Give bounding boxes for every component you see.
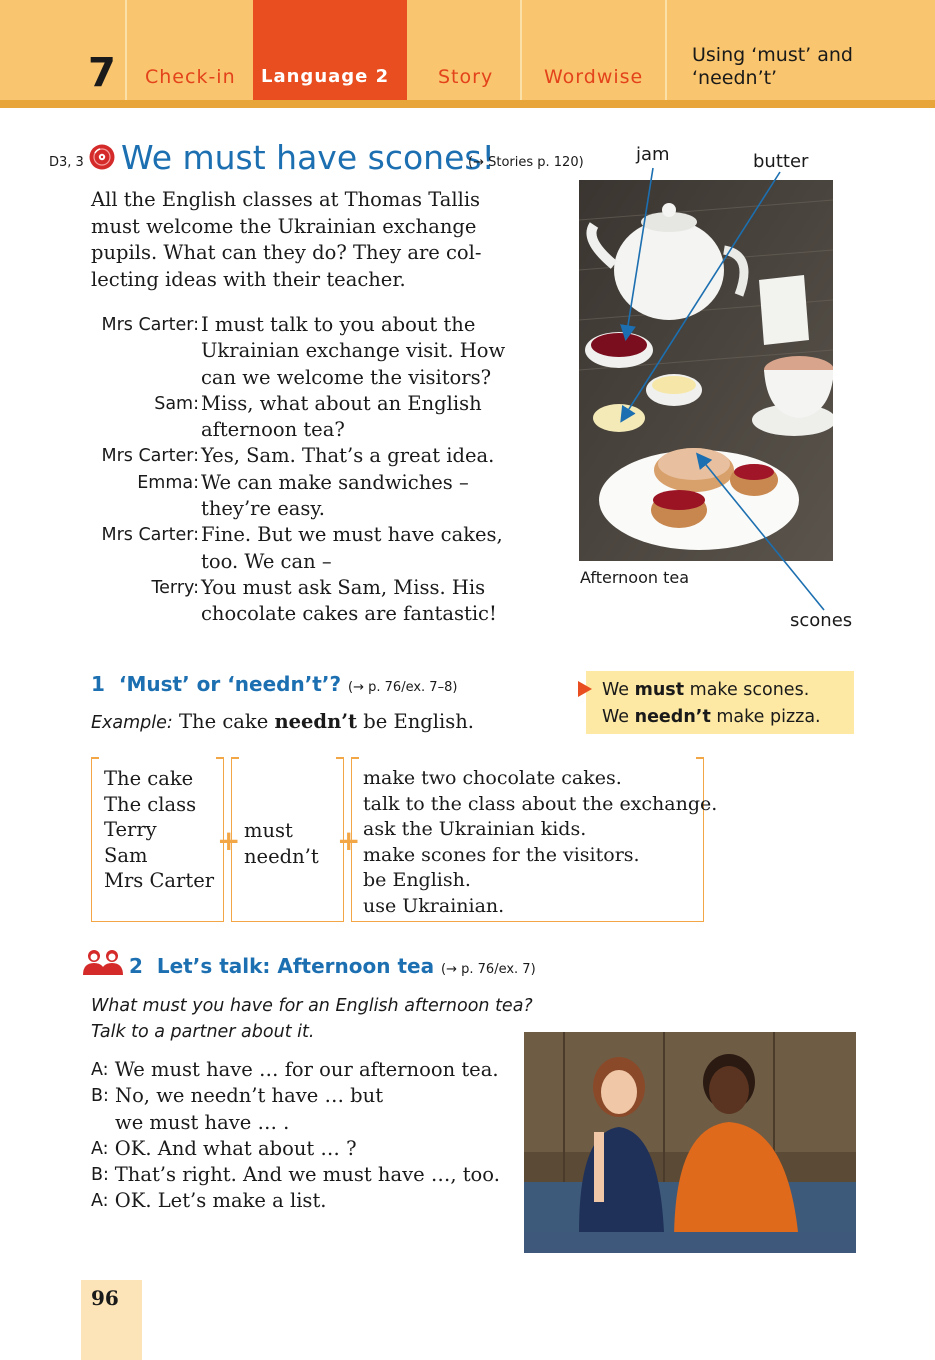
ending-item: make two chocolate cakes. [363,767,622,789]
ending-item: talk to the class about the exchange. [363,792,718,815]
speaker-name: Terry: [151,577,199,598]
speech-text: That’s right. And we must have …, too. [114,1163,500,1187]
example-bold: needn’t [274,710,358,733]
model-dialogue [91,1057,511,1215]
modal-item: must [244,819,293,842]
speaker-name: A: [91,1138,109,1159]
speaker-name: B: [91,1086,109,1107]
pair-work-icon [81,948,125,976]
tip-line: We needn’t make pizza. [602,707,821,727]
page-number: 96 [91,1286,119,1310]
two-girls-photo [524,1032,856,1253]
subject-item: Terry [104,818,157,842]
exercise-number: 1 [91,672,105,696]
example-text: The cake [172,710,275,733]
audio-track-code: D3, 3 [49,155,84,170]
example-sentence [91,710,474,733]
exercise-reference: (→ p. 76/ex. 7) [441,962,536,977]
speech-text: No, we needn’t have … but we must have … . [115,1084,384,1134]
ending-item: ask the Ukrainian kids. [363,818,587,841]
ending-item: be English. [363,869,471,892]
example-label: Example: [91,713,173,733]
speaker-name: Emma: [137,472,199,493]
exercise-number: 2 [129,954,143,978]
stories-reference: (→ Stories p. 120) [468,155,584,170]
instruction-line: What must you have for an English afternoon tea? [91,996,533,1016]
speaker-name: A: [91,1191,109,1212]
exercise-2-title [129,954,536,978]
example-text: be English. [357,710,474,733]
subject-item: Mrs Carter [104,869,215,893]
arrow-scones [698,455,824,610]
tip-line: We must make scones. [602,680,810,700]
speaker-name: B: [91,1165,109,1186]
dialogue-line [91,1083,511,1136]
instruction-line: Talk to a partner about it. [91,1022,315,1042]
chapter-number: 7 [88,50,116,96]
speech-text: Miss, what about an English afternoon tea? [201,391,482,442]
speaker-name: Sam: [154,393,199,414]
exercise-1-title [91,672,457,696]
tab-check-in[interactable]: Check-in [145,66,236,88]
speaker-name: Mrs Carter: [101,525,199,546]
speaker-name: Mrs Carter: [101,315,199,335]
tab-story[interactable]: Story [438,66,494,88]
speech-text: We must have … for our afternoon tea. [114,1058,499,1081]
plus-icon: + [337,824,361,857]
tip-arrow-icon [578,681,592,697]
subject-item: The class [104,792,197,816]
label-butter: butter [753,151,809,172]
speech-text: OK. And what about … ? [114,1136,357,1160]
subjects-column [104,766,214,894]
photo-caption: Afternoon tea [580,568,690,587]
dialogue-line [91,1188,511,1214]
exercise-heading: ‘Must’ or ‘needn’t’? [118,672,342,696]
modal-item: needn’t [244,844,319,868]
dialogue-line [91,1057,511,1083]
grammar-tip [602,677,821,731]
speech-text: Yes, Sam. That’s a great idea. [201,444,495,468]
dialogue-line [91,1136,511,1162]
tab-wordwise[interactable]: Wordwise [544,66,644,88]
endings-column [363,766,717,920]
speech-text: OK. Let’s make a list. [114,1189,327,1213]
intro-paragraph: All the English classes at Thomas Tallis must welcome the Ukrainian exchange pupils. What can they do? They are collecting ideas with their teacher. [91,188,482,291]
arrow-jam [626,168,653,338]
subject-item: Sam [104,843,148,867]
subject-item: The cake [104,767,194,790]
exercise-reference: (→ p. 76/ex. 7–8) [348,680,458,695]
dialogue-line [91,1162,511,1188]
exercise-instruction [91,993,533,1045]
label-jam: jam [636,144,670,165]
speech-text: Fine. But we must have cakes, too. We can – [201,523,503,573]
speech-text: I must talk to you about the Ukrainian exchange visit. How can we welcome the visitors? [201,313,506,389]
speech-text: You must ask Sam, Miss. His chocolate cakes are fantastic! [201,575,497,626]
ending-item: use Ukrainian. [363,894,505,917]
speech-text: We can make sandwiches – they’re easy. [201,470,469,521]
modals-column [244,818,319,869]
plus-icon: + [217,824,241,857]
topic-line: ‘needn’t’ [692,67,778,89]
section-title: We must have scones! [121,138,495,177]
speaker-name: Mrs Carter: [101,446,199,467]
topic-line: Using ‘must’ and [692,44,853,66]
ending-item: make scones for the visitors. [363,843,640,866]
speaker-name: A: [91,1060,109,1080]
tab-label: Language 2 [261,66,390,87]
label-scones: scones [790,610,853,631]
exercise-heading: Let’s talk: Afternoon tea [156,954,435,978]
